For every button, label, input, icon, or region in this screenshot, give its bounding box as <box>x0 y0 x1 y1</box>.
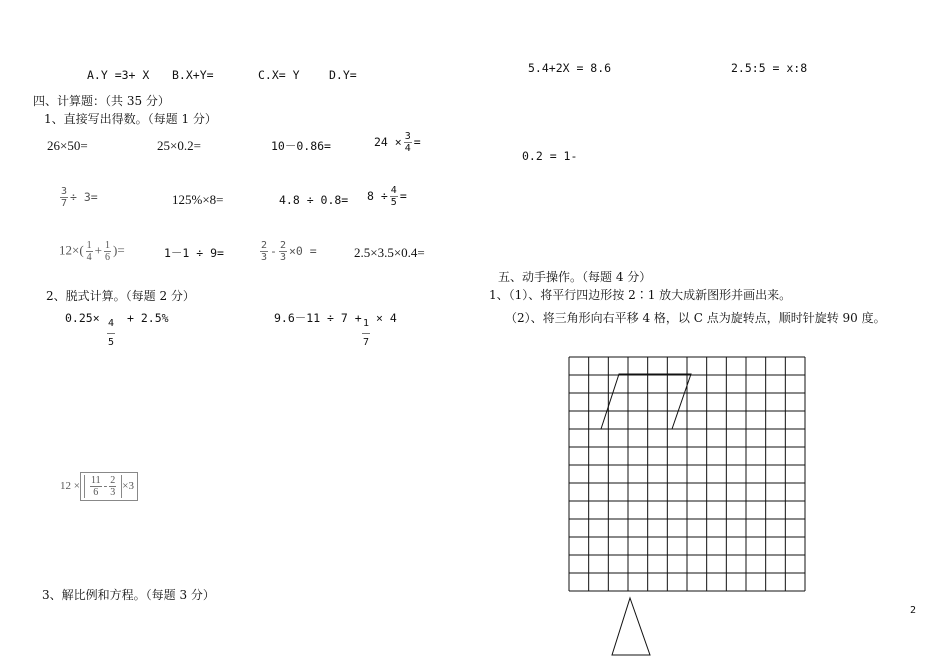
fraction: $\frac{1}{4}$ <box>86 240 92 263</box>
r3-c: $\frac{2}{3}$ - $\frac{2}{3}$ ×0 = <box>261 240 317 263</box>
r3-d: 2.5×3.5×0.4= <box>354 245 425 260</box>
option-a: A.Y =3+ X <box>87 68 150 82</box>
section5-title: 五、动手操作。（每题 4 分） <box>498 270 652 284</box>
fraction: $\frac{4}{5}$ <box>390 185 397 208</box>
expr1-fraction <box>105 315 117 352</box>
option-b: B.X+Y= <box>172 68 214 82</box>
fraction: $\frac{2}{3}$ <box>279 240 286 263</box>
equation-1: 5.4+2X = 8.6 <box>528 61 612 75</box>
fraction: $\frac{4}{5}$ <box>107 315 115 352</box>
r2-b: 125%×8= <box>172 192 224 207</box>
option-d: D.Y= <box>329 68 357 82</box>
r1-a: 26×50= <box>47 138 88 153</box>
equation-2: 2.5:5 = x:8 <box>731 61 808 75</box>
fraction: $\frac{11}{6}$ <box>90 475 101 498</box>
fraction: $\frac{2}{3}$ <box>261 240 268 263</box>
sub1-title: 1、直接写出得数。（每题 1 分） <box>44 112 217 126</box>
fraction: $\frac{3}{4}$ <box>404 131 411 154</box>
section4-title: 四、计算题：（共 35 分） <box>33 94 170 108</box>
sub2-title: 2、脱式计算。（每题 2 分） <box>46 289 195 303</box>
square-grid <box>568 356 808 596</box>
question-2: （2）、将三角形向右平移 4 格，以 C 点为旋转点，顺时针旋转 90 度。 <box>505 311 886 325</box>
fraction: $\frac{1}{6}$ <box>105 240 111 263</box>
r2-c: 4.8 ÷ 0.8= <box>279 193 349 207</box>
question-1: 1、（1）、将平行四边形按 2∶1 放大成新图形并画出来。 <box>489 288 792 302</box>
expr1-tail: + 2.5% <box>127 311 169 325</box>
expr2-fraction <box>360 315 372 352</box>
r2-a: $\frac{3}{7}$ ÷ 3= <box>61 186 98 209</box>
page-number: 2 <box>910 605 917 616</box>
r1-d: 24 × $\frac{3}{4}$ = <box>374 131 421 154</box>
r1-c: 10－0.86= <box>271 139 331 153</box>
r2-d: 8 ÷ $\frac{4}{5}$ = <box>367 185 407 208</box>
r3-b: 1－1 ÷ 9= <box>164 246 224 260</box>
option-c: C.X= Y <box>258 68 300 82</box>
fraction: $\frac{2}{3}$ <box>110 475 116 498</box>
triangle-shape <box>610 596 654 658</box>
r1-b: 25×0.2= <box>157 138 201 153</box>
expr2-tail: × 4 <box>376 311 397 325</box>
paren-group: $\frac{11}{6}$ - $\frac{2}{3}$ <box>84 475 122 498</box>
expr3: 12 × $\frac{11}{6}$ - $\frac{2}{3}$ ×3 <box>60 472 138 501</box>
parallelogram-shape <box>601 374 691 429</box>
fraction: $\frac{3}{7}$ <box>61 186 68 209</box>
sub3-title: 3、解比例和方程。（每题 3 分） <box>42 588 215 602</box>
expr2: 9.6－11 ÷ 7 + <box>274 311 362 325</box>
fraction: $\frac{1}{7}$ <box>362 315 370 352</box>
equation-3: 0.2 = 1- <box>522 149 578 163</box>
expr1: 0.25× <box>65 311 100 325</box>
square-bracket: $\frac{11}{6}$ - $\frac{2}{3}$ ×3 <box>80 472 138 501</box>
r3-a: 12×( $\frac{1}{4}$ + $\frac{1}{6}$ )= <box>59 240 125 263</box>
